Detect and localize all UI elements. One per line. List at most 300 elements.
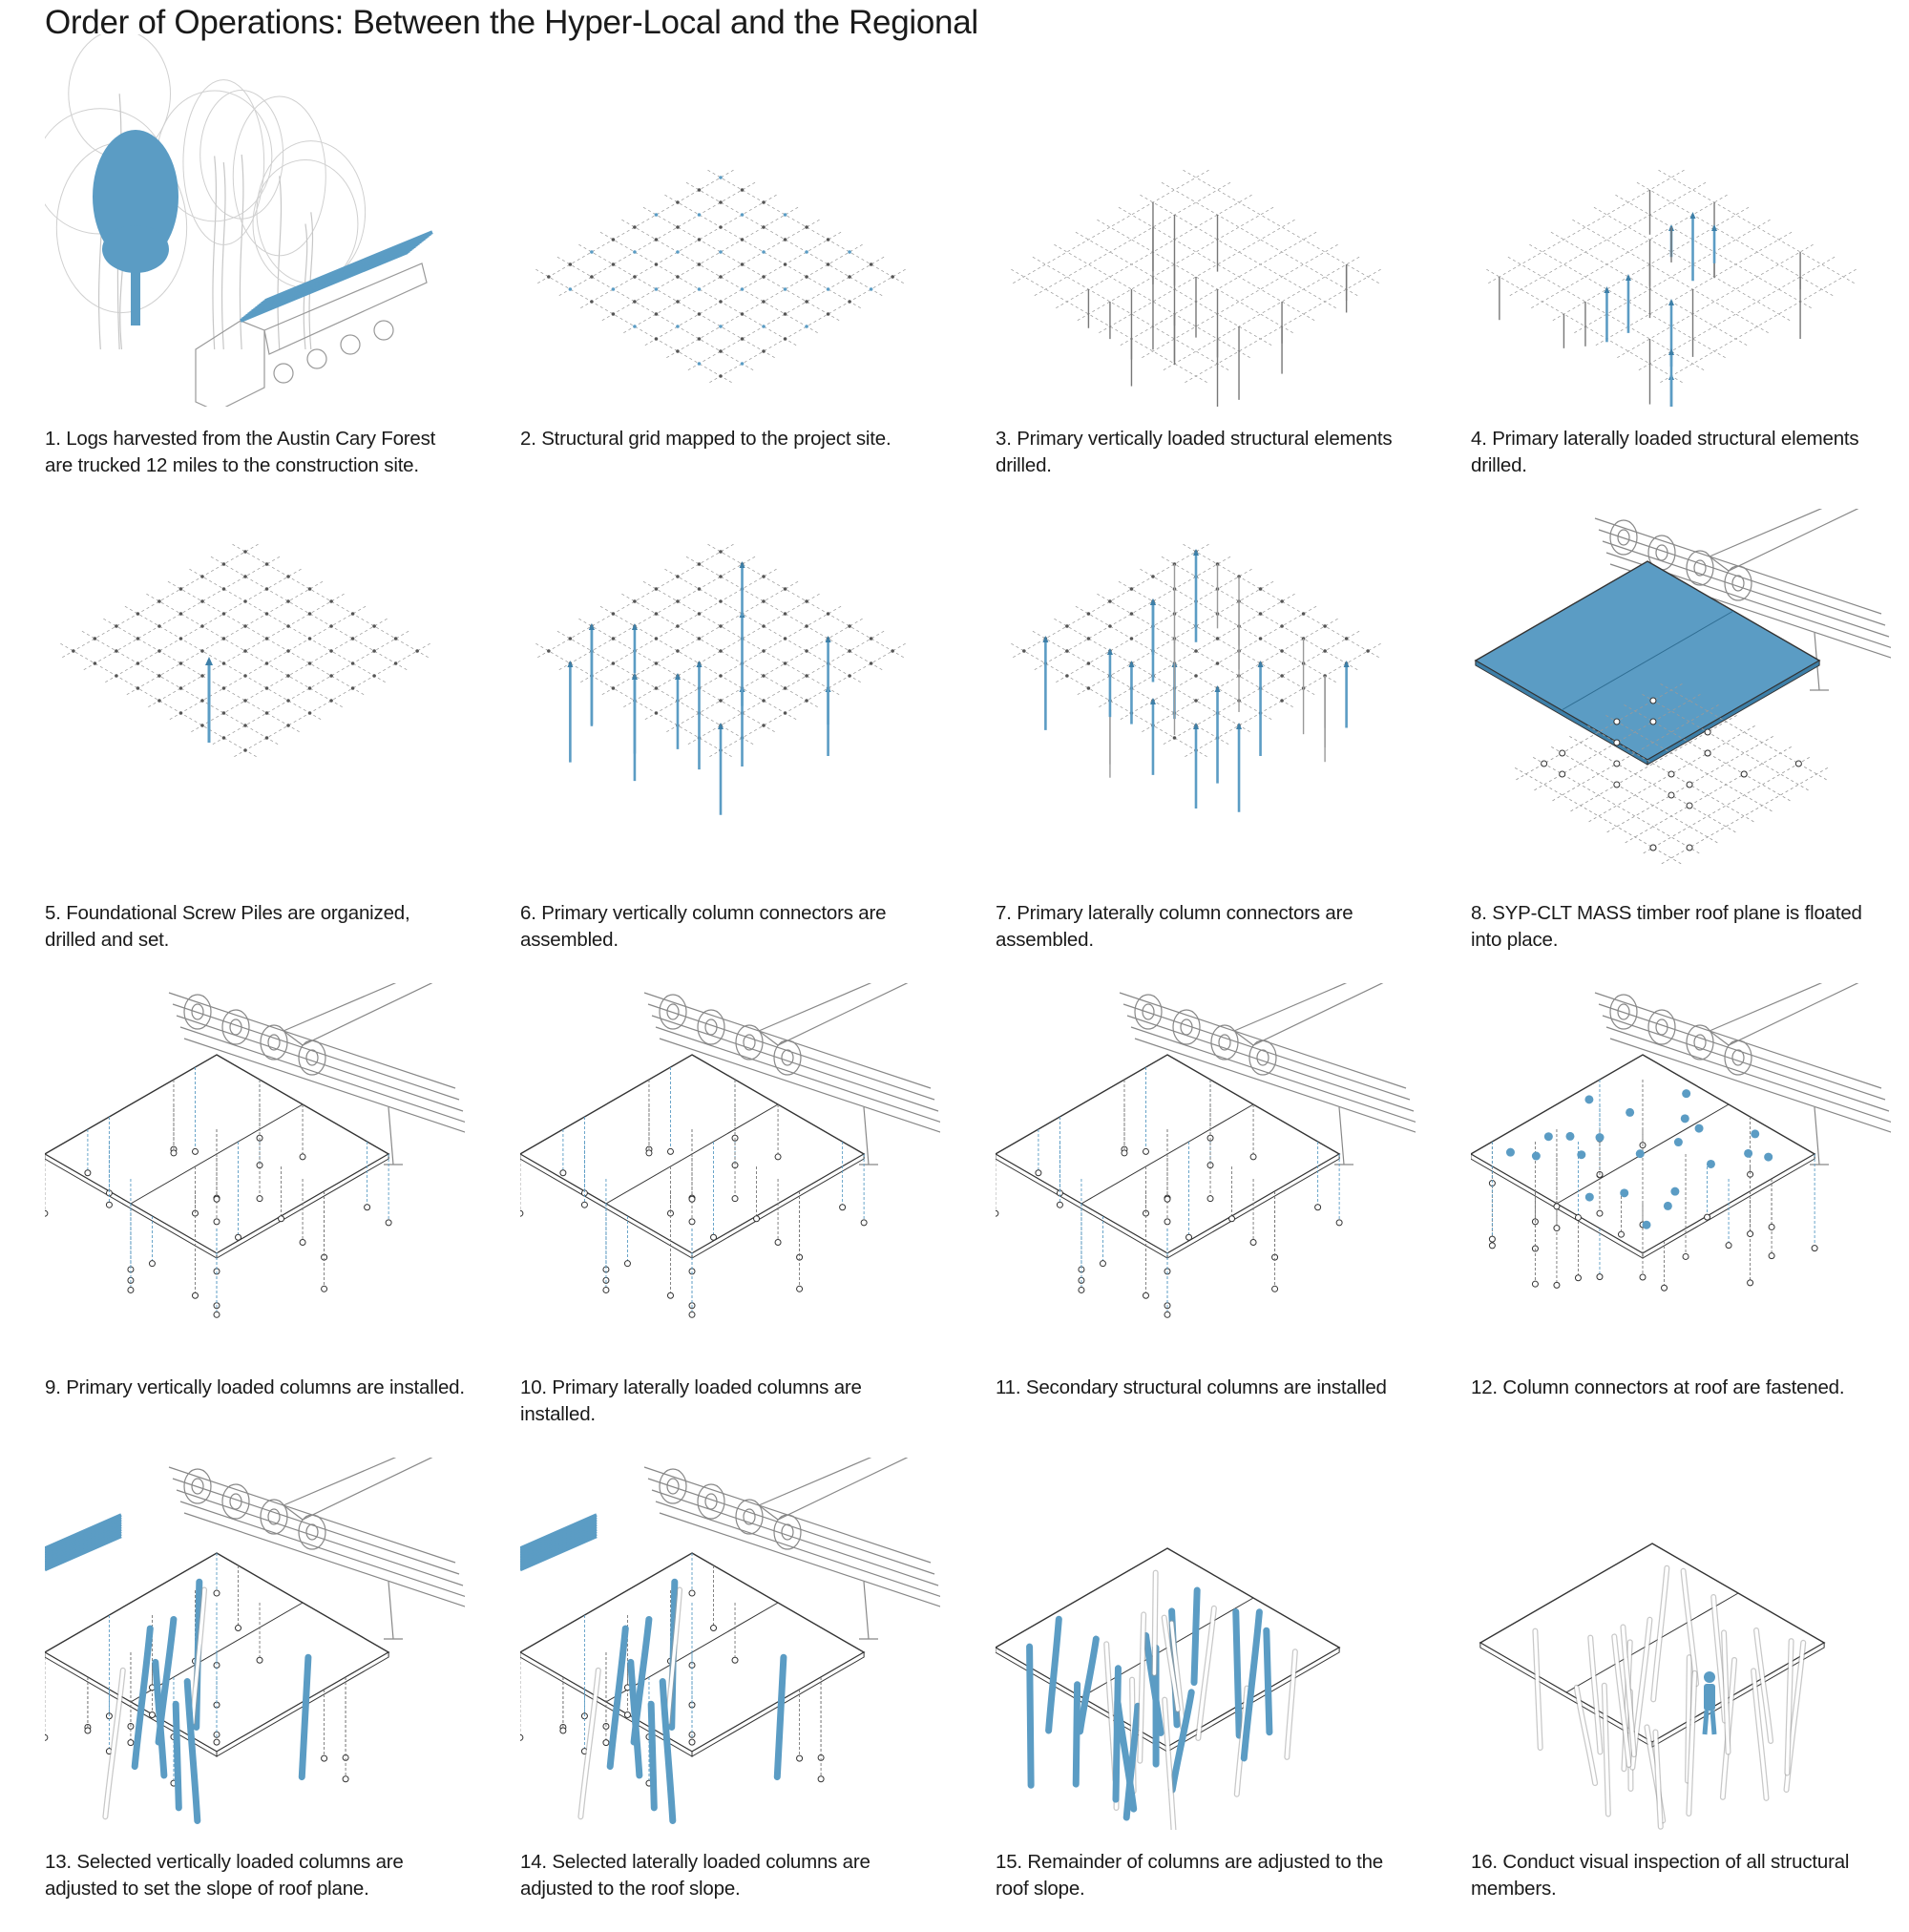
step-9-panel <box>45 983 465 1458</box>
grid-node <box>569 637 573 640</box>
wheel-hub <box>1143 1004 1154 1019</box>
roof-connector <box>1695 1124 1704 1133</box>
grid-node <box>1130 612 1134 616</box>
grid-node <box>200 674 204 678</box>
step-12-caption: 12. Column connectors at roof are fastened. <box>1471 1375 1891 1401</box>
screw-pile-foot <box>322 1286 327 1292</box>
step-7-drawing <box>996 509 1416 881</box>
wheel <box>1687 1025 1713 1060</box>
step-7-panel <box>996 509 1416 983</box>
grid-node <box>784 662 787 665</box>
screw-pile-foot <box>689 1196 695 1202</box>
grid-node <box>200 649 204 653</box>
step-10-panel <box>520 983 940 1458</box>
screw-pile-foot <box>1650 698 1656 704</box>
step-11-drawing <box>996 983 1416 1355</box>
grid-node <box>655 213 659 217</box>
screw-pile-foot <box>520 1734 523 1740</box>
step-11-panel <box>996 983 1416 1458</box>
adjusted-column <box>1267 1630 1269 1732</box>
grid-node <box>308 587 312 591</box>
crane-arm <box>1710 509 1857 571</box>
wheel <box>660 1469 686 1503</box>
grid-node <box>762 624 766 628</box>
screw-pile-foot <box>236 1626 241 1631</box>
grid-node <box>655 711 659 715</box>
roof-connector <box>1642 1221 1650 1229</box>
wheel <box>1610 520 1637 555</box>
step-5-caption: 5. Foundational Screw Piles are organized, drilled and set. <box>45 900 465 954</box>
grid-node <box>265 562 269 566</box>
screw-pile-foot <box>1687 803 1692 808</box>
wheel-hub <box>667 1004 679 1019</box>
grid-node <box>115 649 118 653</box>
grid-node <box>286 575 290 578</box>
grid-node <box>1087 662 1091 665</box>
screw-pile-foot <box>1687 845 1692 850</box>
screw-pile-foot <box>520 1210 523 1216</box>
step-8-drawing <box>1471 509 1891 881</box>
wheel <box>184 1469 211 1503</box>
wheel-hub <box>667 1479 679 1494</box>
grid-node <box>719 374 723 378</box>
grid-node <box>612 686 616 690</box>
roof-connector <box>1670 1187 1679 1196</box>
screw-pile-foot <box>1560 771 1565 777</box>
grid-node <box>136 686 140 690</box>
connector-cap <box>1344 661 1350 667</box>
grid-line <box>1486 170 1684 284</box>
grid-node <box>547 649 551 653</box>
grid-node <box>200 724 204 727</box>
grid-node <box>848 250 851 254</box>
grid-node <box>94 637 97 640</box>
trailer-rail <box>652 1490 938 1586</box>
grid-node <box>222 736 226 740</box>
screw-pile-foot <box>1164 1219 1170 1225</box>
wheel-hub <box>782 1524 793 1540</box>
log-truck <box>1120 983 1416 1165</box>
roof-connector <box>1636 1149 1645 1158</box>
grid-node <box>351 686 355 690</box>
grid-node <box>372 674 376 678</box>
step-10-caption: 10. Primary laterally loaded columns are installed. <box>520 1375 940 1428</box>
screw-pile-foot <box>45 1734 48 1740</box>
crane-arm <box>759 983 907 1045</box>
grid-node <box>286 699 290 703</box>
column-core <box>1590 1638 1600 1753</box>
screw-pile-foot <box>192 1148 198 1154</box>
screw-pile-foot <box>1143 1292 1148 1298</box>
screw-pile-foot <box>1668 792 1674 798</box>
grid-node <box>265 736 269 740</box>
screw-pile-foot <box>1207 1196 1213 1202</box>
grid-node <box>827 612 830 616</box>
crane-arm <box>1710 983 1857 1045</box>
grid-node <box>200 624 204 628</box>
grid-node <box>719 550 723 554</box>
crane-arm <box>283 1458 431 1520</box>
step-8-caption: 8. SYP-CLT MASS timber roof plane is floated into place. <box>1471 900 1891 954</box>
connector-cap <box>1107 648 1113 655</box>
grid-node <box>719 349 723 353</box>
grid-node <box>698 637 702 640</box>
grid-node <box>157 624 161 628</box>
screw-pile-foot <box>214 1196 220 1202</box>
wheel <box>184 995 211 1029</box>
grid-node <box>741 262 745 266</box>
step-1-caption: 1. Logs harvested from the Austin Cary Forest are trucked 12 miles to the construction site. <box>45 426 465 479</box>
grid-node <box>1280 674 1284 678</box>
screw-pile-foot <box>1705 729 1710 735</box>
connector-cap <box>1258 661 1264 667</box>
grid-node <box>655 238 659 242</box>
grid-line <box>1162 182 1359 297</box>
step-16-caption: 16. Conduct visual inspection of all structural members. <box>1471 1849 1891 1902</box>
trailer-rail <box>177 1016 463 1111</box>
grid-node <box>848 624 851 628</box>
grid-node <box>265 662 269 665</box>
grid-node <box>157 674 161 678</box>
structural-grid <box>60 544 430 758</box>
adjusted-column <box>302 1657 308 1776</box>
crane-leg <box>859 1582 878 1639</box>
grid-node <box>222 686 226 690</box>
step-1-panel <box>45 34 465 509</box>
screw-pile-foot <box>236 1234 241 1240</box>
screw-pile-foot <box>128 1287 134 1292</box>
grid-node <box>222 612 226 616</box>
grid-node <box>698 562 702 566</box>
grid-node <box>222 637 226 640</box>
screw-pile-foot <box>1575 1275 1581 1281</box>
trailer-rail <box>1131 1027 1416 1123</box>
screw-pile-foot <box>1614 782 1620 788</box>
connector-cap <box>1193 549 1199 556</box>
step-4-caption: 4. Primary laterally loaded structural elements drilled. <box>1471 426 1891 479</box>
screw-pile-foot <box>861 1220 867 1226</box>
step-3-drawing <box>996 34 1416 407</box>
screw-pile-foot <box>1650 719 1656 724</box>
grid-node <box>805 275 808 279</box>
screw-pile-foot <box>1705 1214 1710 1220</box>
screw-pile-foot <box>1532 1281 1538 1287</box>
grid-node <box>655 662 659 665</box>
inspector-head <box>1704 1671 1715 1683</box>
grid-node <box>286 649 290 653</box>
wheel-hub <box>1618 1004 1629 1019</box>
step-16-panel <box>1471 1458 1891 1932</box>
grid-node <box>805 225 808 229</box>
grid-node <box>612 238 616 242</box>
screw-pile-foot <box>1164 1196 1170 1202</box>
grid-node <box>1065 674 1069 678</box>
grid-node <box>136 612 140 616</box>
grid-node <box>676 349 680 353</box>
grid-node <box>1173 736 1177 740</box>
grid-line <box>1515 767 1682 864</box>
step-2-caption: 2. Structural grid mapped to the project site. <box>520 426 940 452</box>
screw-pile-foot <box>1640 1274 1646 1280</box>
screw-pile-foot <box>1726 1243 1731 1249</box>
grid-node <box>1087 637 1091 640</box>
screw-pile-foot <box>214 1739 220 1745</box>
clt-roof-plane <box>1476 561 1819 765</box>
grid-node <box>222 711 226 715</box>
grid-node <box>762 699 766 703</box>
grid-node <box>308 637 312 640</box>
grid-line <box>1162 257 1359 371</box>
grid-node <box>1216 637 1220 640</box>
grid-node <box>870 662 873 665</box>
crane-leg <box>384 1582 403 1639</box>
grid-node <box>372 649 376 653</box>
screw-pile-foot <box>1554 1226 1560 1231</box>
screw-pile-foot <box>214 1590 220 1596</box>
grid-node <box>157 649 161 653</box>
step-9-caption: 9. Primary vertically loaded columns are installed. <box>45 1375 465 1401</box>
step-7-caption: 7. Primary laterally column connectors are assembled. <box>996 900 1416 954</box>
step-6-caption: 6. Primary vertically column connectors are assembled. <box>520 900 940 954</box>
screw-pile-foot <box>1336 1220 1342 1226</box>
screw-pile-foot <box>1705 750 1710 756</box>
trailer-rail <box>656 1027 940 1123</box>
connector-cap <box>718 723 724 729</box>
wheel <box>341 335 360 354</box>
roof-connector <box>1682 1089 1690 1098</box>
roof-connector <box>1707 1160 1715 1168</box>
grid-node <box>329 599 333 603</box>
grid-node <box>676 300 680 304</box>
screw-pile-foot <box>646 1150 652 1156</box>
grid-node <box>1366 649 1370 653</box>
trailer-rail <box>180 1502 465 1597</box>
step-9-drawing <box>45 983 465 1355</box>
screw-pile-foot <box>560 1170 566 1176</box>
grid-node <box>243 674 247 678</box>
step-6-drawing <box>520 509 940 881</box>
screw-pile-foot <box>149 1712 155 1717</box>
grid-node <box>265 587 269 591</box>
step-2-drawing <box>520 34 940 407</box>
step-4-panel <box>1471 34 1891 509</box>
step-3-panel <box>996 34 1416 509</box>
grid-node <box>308 662 312 665</box>
grid-node <box>179 612 183 616</box>
grid-node <box>784 262 787 266</box>
step-4-drawing <box>1471 34 1891 407</box>
grid-node <box>415 649 419 653</box>
step-1-drawing <box>45 34 465 407</box>
crane-arm <box>1234 983 1382 1045</box>
trailer-rail <box>177 1490 463 1586</box>
grid-node <box>827 262 830 266</box>
structural-grid <box>535 170 905 384</box>
adjusted-column <box>1116 1669 1118 1799</box>
grid-node <box>805 300 808 304</box>
screw-pile-foot <box>386 1220 391 1226</box>
grid-node <box>762 200 766 204</box>
screw-pile-foot <box>365 1205 370 1210</box>
step-14-caption: 14. Selected laterally loaded columns are adjusted to the roof slope. <box>520 1849 940 1902</box>
grid-node <box>200 575 204 578</box>
grid-node <box>870 287 873 291</box>
grid-node <box>655 312 659 316</box>
step-6-panel <box>520 509 940 983</box>
screw-pile-foot <box>1597 1210 1603 1216</box>
screw-pile-foot <box>1143 1148 1148 1154</box>
grid-node <box>547 275 551 279</box>
grid-node <box>329 624 333 628</box>
roof-connector <box>1664 1202 1672 1210</box>
wheel <box>1135 995 1162 1029</box>
screw-pile-foot <box>711 1234 717 1240</box>
grid-node <box>1087 612 1091 616</box>
grid-node <box>243 575 247 578</box>
wheel <box>261 1500 287 1534</box>
grid-node <box>243 599 247 603</box>
grid-node <box>805 599 808 603</box>
screw-pile-foot <box>1542 761 1547 766</box>
grid-node <box>1194 674 1198 678</box>
screw-pile-foot <box>1554 1204 1560 1209</box>
grid-node <box>1087 686 1091 690</box>
roof-connector <box>1565 1132 1574 1141</box>
background-trunk <box>222 162 225 349</box>
adjusted-column <box>777 1657 784 1776</box>
screw-pile-foot <box>1812 1246 1817 1251</box>
grid-node <box>805 325 808 328</box>
grid-node <box>719 674 723 678</box>
roof-connector <box>1674 1138 1683 1146</box>
screw-pile-foot <box>1618 1231 1624 1237</box>
grid-line <box>1637 257 1835 371</box>
step-15-caption: 15. Remainder of columns are adjusted to the roof slope. <box>996 1849 1416 1902</box>
screw-pile-foot <box>1662 1285 1668 1291</box>
grid-node <box>265 612 269 616</box>
connector-cap <box>696 661 702 667</box>
grid-node <box>1194 649 1198 653</box>
step-5-panel <box>45 509 465 983</box>
column-core <box>1577 1688 1595 1783</box>
screw-pile-foot <box>85 1170 91 1176</box>
grid-node <box>762 225 766 229</box>
roof-connector <box>1584 1095 1593 1103</box>
grid-node <box>698 238 702 242</box>
grid-node <box>784 587 787 591</box>
screw-pile-foot <box>128 1740 134 1746</box>
grid-node <box>719 599 723 603</box>
adjusted-column <box>176 1704 178 1808</box>
step-10-drawing <box>520 983 940 1355</box>
step-13-drawing <box>45 1458 465 1830</box>
grid-node <box>805 649 808 653</box>
grid-node <box>676 275 680 279</box>
screw-pile-foot <box>689 1219 695 1225</box>
trailer-rail <box>1603 1016 1889 1111</box>
grid-node <box>741 188 745 192</box>
step-2-panel <box>520 34 940 509</box>
column-core <box>1724 1632 1728 1752</box>
grid-node <box>805 699 808 703</box>
grid-node <box>612 637 616 640</box>
grid-node <box>286 599 290 603</box>
connector-cap <box>1193 723 1199 729</box>
connector-cap <box>1668 299 1674 305</box>
screw-pile-foot <box>214 1219 220 1225</box>
screw-pile-foot <box>106 1202 112 1208</box>
connector-cap <box>675 673 681 680</box>
grid-node <box>612 662 616 665</box>
grid-node <box>698 362 702 366</box>
grid-node <box>655 287 659 291</box>
grid-node <box>827 312 830 316</box>
grid-node <box>243 699 247 703</box>
wheel <box>1610 995 1637 1029</box>
trailer-rail <box>1127 1016 1414 1111</box>
grid-node <box>72 649 75 653</box>
grid-node <box>698 612 702 616</box>
screw-pile-foot <box>797 1286 803 1292</box>
grid-node <box>719 624 723 628</box>
screw-pile-foot <box>85 1728 91 1733</box>
adjusted-column <box>1080 1639 1097 1732</box>
grid-line <box>1661 767 1828 864</box>
page-title: Order of Operations: Between the Hyper-Local and the Regional <box>45 4 978 42</box>
roof-connector <box>1620 1188 1628 1197</box>
grid-node <box>308 612 312 616</box>
grid-node <box>698 213 702 217</box>
grid-node <box>762 325 766 328</box>
grid-node <box>1151 575 1155 578</box>
connector-cap <box>1128 661 1134 667</box>
grid-node <box>784 238 787 242</box>
adjusted-column <box>1194 1590 1197 1682</box>
grid-node <box>394 637 398 640</box>
grid-node <box>741 238 745 242</box>
grid-node <box>308 686 312 690</box>
grid-node <box>1130 637 1134 640</box>
grid-node <box>243 550 247 554</box>
grid-node <box>827 238 830 242</box>
grid-node <box>1280 699 1284 703</box>
grid-node <box>870 262 873 266</box>
grid-node <box>633 225 637 229</box>
screw-pile-foot <box>840 1205 846 1210</box>
screw-pile-foot <box>797 1755 803 1761</box>
roof-connector <box>1577 1150 1585 1159</box>
grid-node <box>94 662 97 665</box>
wheel <box>660 995 686 1029</box>
screw-pile-foot <box>689 1312 695 1317</box>
wheel <box>261 1025 287 1060</box>
connector-cap <box>1668 348 1674 355</box>
grid-node <box>1194 699 1198 703</box>
adjusted-column <box>1030 1647 1032 1785</box>
wheel-hub <box>1732 1050 1744 1065</box>
grid-node <box>200 599 204 603</box>
grid-node <box>265 637 269 640</box>
connector-cap <box>740 561 745 568</box>
grid-node <box>179 637 183 640</box>
grid-node <box>719 699 723 703</box>
grid-node <box>351 662 355 665</box>
grid-node <box>1216 662 1220 665</box>
grid-node <box>372 624 376 628</box>
screw-pile-foot <box>1186 1234 1192 1240</box>
step-15-panel <box>996 1458 1416 1932</box>
screw-pile-foot <box>1100 1261 1105 1267</box>
